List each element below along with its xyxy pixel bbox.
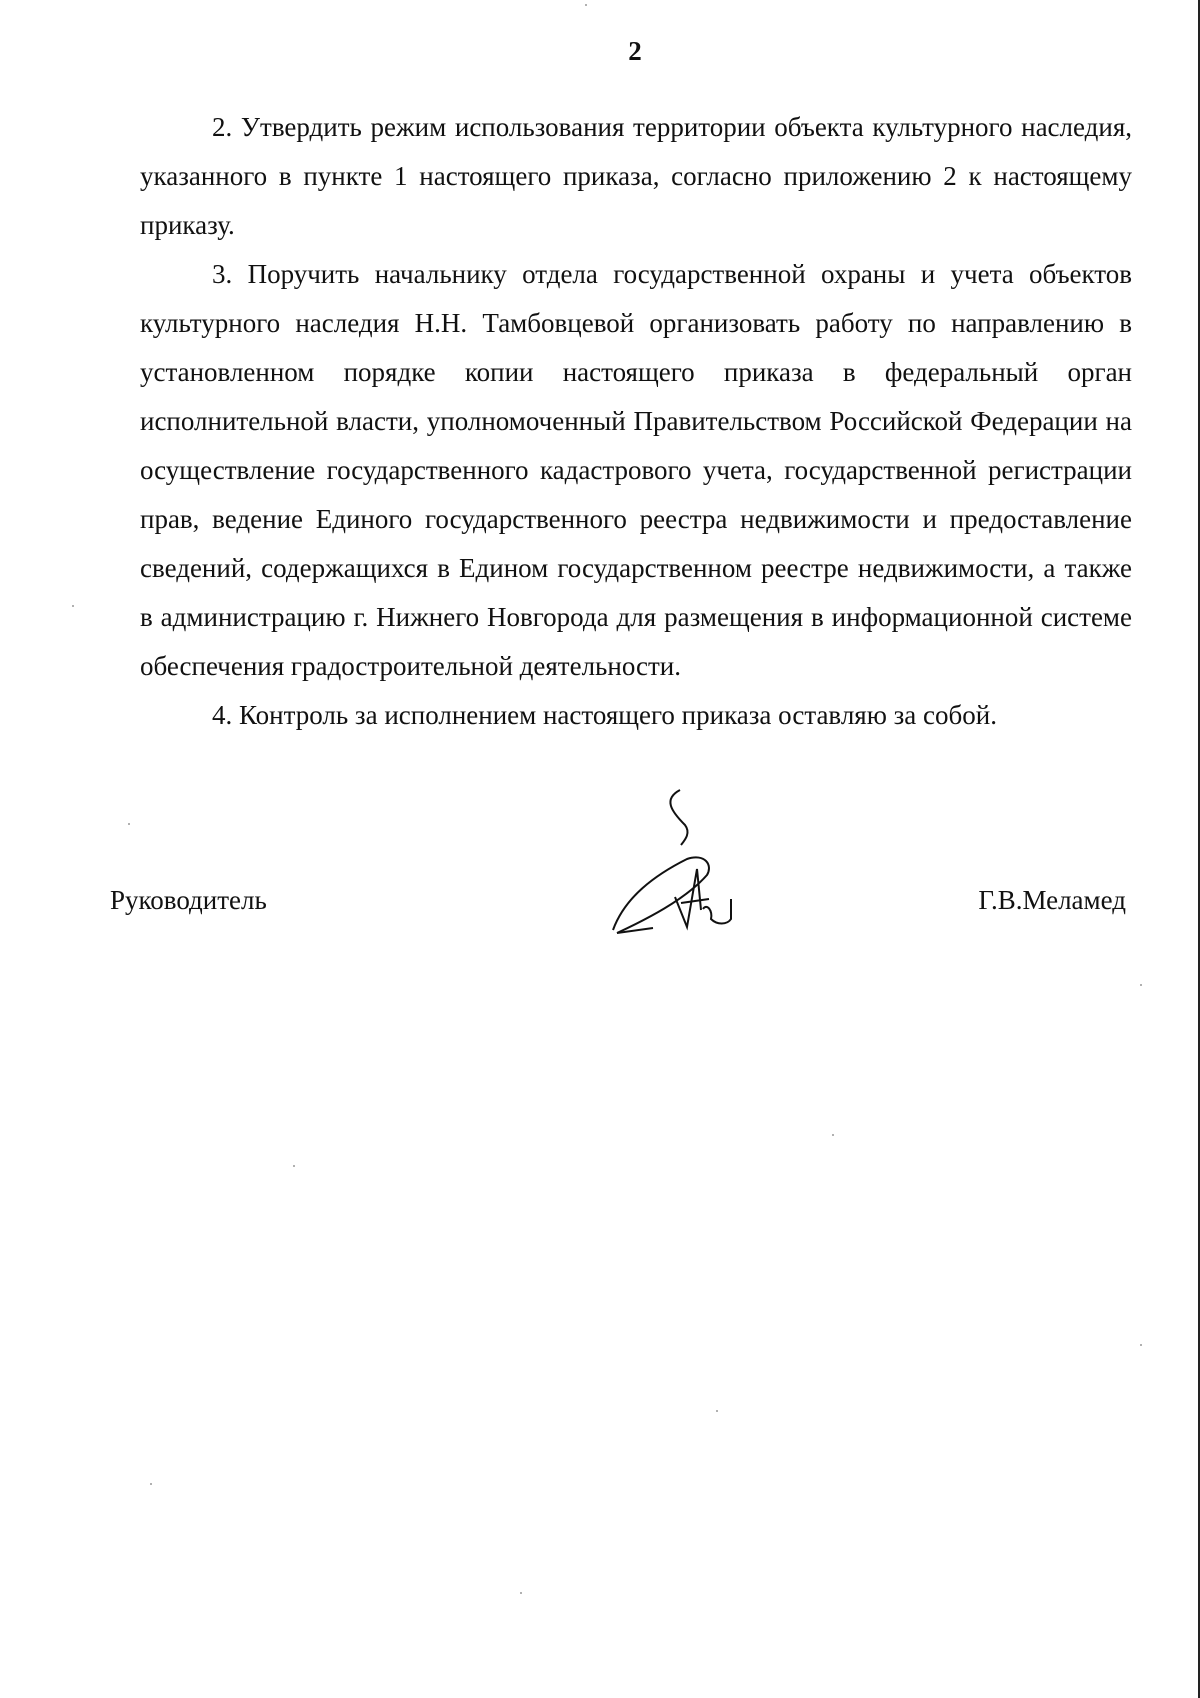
signatory-title: Руководитель (110, 885, 267, 915)
scan-speck (520, 1592, 522, 1594)
scan-speck (72, 605, 74, 607)
scan-speck (150, 1483, 152, 1485)
paragraph-2: 2. Утвердить режим использования территории объекта культурного наследия, указанного в пункте 1 настоящего приказа, согласно приложению 2 к настоящему приказу. (140, 112, 1132, 240)
signatory-name: Г.В.Меламед (978, 885, 1126, 915)
page-number: 2 (628, 36, 642, 66)
scan-speck (585, 4, 587, 6)
scan-speck (1140, 984, 1142, 986)
scan-speck (832, 1134, 834, 1136)
scan-speck (716, 1410, 718, 1412)
document-body (140, 103, 1132, 740)
paragraph-3: 3. Поручить начальнику отдела государственной охраны и учета объектов культурного наследия Н.Н. Тамбовцевой организовать работу по направлению в установленном порядке копии настоящего приказа в федеральный орган исполнительной власти, уполномоченный Правительством Российской Федерации на осуществление государственного кадастрового учета, государственной регистрации прав, ведение Единого государственного реестра недвижимости и предоставление сведений, содержащихся в Едином государственном реестре недвижимости, а также в администрацию г. Нижнего Новгорода для размещения в информационной системе обеспечения градостроительной деятельности. (140, 259, 1132, 681)
scan-speck (293, 1165, 295, 1167)
handwritten-signature (605, 785, 745, 935)
scan-speck (128, 823, 130, 825)
paragraph-4: 4. Контроль за исполнением настоящего приказа оставляю за собой. (212, 700, 997, 730)
scan-speck (1140, 1344, 1142, 1346)
